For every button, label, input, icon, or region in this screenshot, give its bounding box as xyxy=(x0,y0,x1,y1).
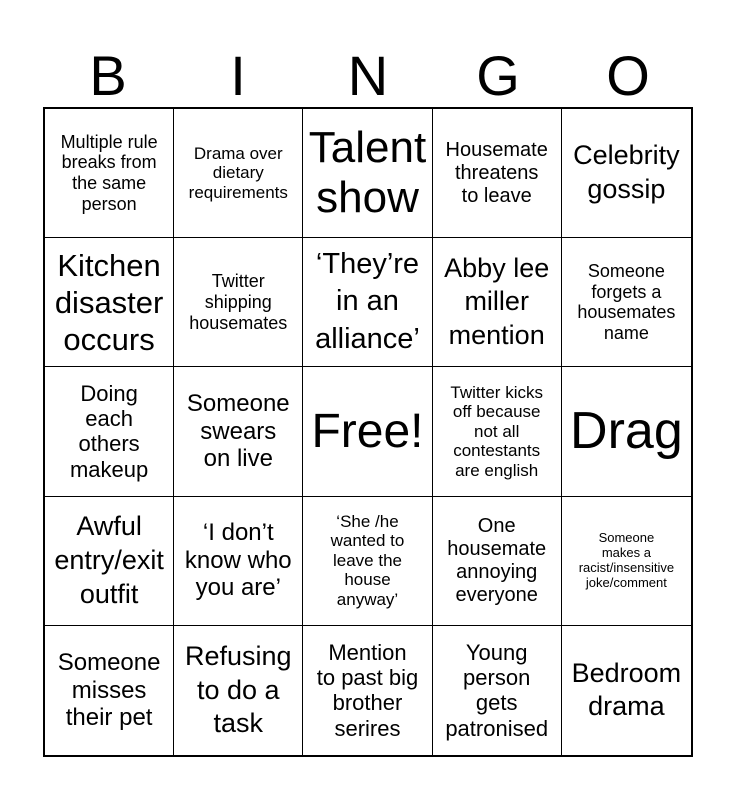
header-letter-n: N xyxy=(347,44,389,107)
bingo-cell[interactable] xyxy=(433,109,562,238)
cell-text: Kitchen disaster occurs xyxy=(54,247,164,357)
bingo-cell[interactable] xyxy=(174,367,303,496)
bingo-cell[interactable] xyxy=(562,238,691,367)
cell-text: Doing each others makeup xyxy=(69,380,149,482)
cell-text: Multiple rule breaks from the same person xyxy=(60,131,158,214)
bingo-cell[interactable] xyxy=(45,367,174,496)
header-letter-o: O xyxy=(606,44,650,107)
bingo-cell[interactable] xyxy=(303,497,432,626)
cell-text: Drama over dietary requirements xyxy=(188,143,288,202)
cell-text: Mention to past big brother serires xyxy=(316,639,419,741)
bingo-grid xyxy=(43,107,693,757)
cell-text: Someone forgets a housemates name xyxy=(577,260,676,343)
bingo-cell[interactable] xyxy=(45,626,174,755)
header-letter-g: G xyxy=(476,44,520,107)
cell-text: Young person gets patronised xyxy=(445,639,549,741)
cell-text: Bedroom drama xyxy=(571,657,682,722)
cell-text: ‘I don’t know who you are’ xyxy=(184,519,292,602)
bingo-cell[interactable] xyxy=(45,238,174,367)
bingo-cell[interactable] xyxy=(303,238,432,367)
cell-text: Someone makes a racist/insensitive joke/comment xyxy=(578,529,675,590)
bingo-cell[interactable] xyxy=(433,367,562,496)
cell-text: Twitter kicks off because not all contestants are english xyxy=(450,382,543,480)
bingo-cell[interactable] xyxy=(562,626,691,755)
cell-text: Refusing to do a task xyxy=(185,640,292,739)
cell-text: Twitter shipping housemates xyxy=(189,271,288,333)
bingo-cell[interactable] xyxy=(174,238,303,367)
bingo-cell[interactable] xyxy=(562,109,691,238)
cell-text: ‘She /he wanted to leave the house anyway’ xyxy=(330,511,405,610)
bingo-cell[interactable] xyxy=(174,109,303,238)
bingo-cell[interactable] xyxy=(562,367,691,496)
bingo-cell[interactable] xyxy=(303,626,432,755)
bingo-cell[interactable] xyxy=(45,109,174,238)
bingo-cell[interactable] xyxy=(303,109,432,238)
free-space[interactable] xyxy=(303,367,432,496)
cell-text: Someone misses their pet xyxy=(57,649,161,732)
cell-text: Talent show xyxy=(308,122,427,223)
cell-text: Abby lee miller mention xyxy=(444,252,550,351)
bingo-cell[interactable] xyxy=(45,497,174,626)
bingo-cell[interactable] xyxy=(433,626,562,755)
bingo-cell[interactable] xyxy=(433,238,562,367)
cell-text: Awful entry/exit outfit xyxy=(54,511,164,609)
cell-text: Celebrity gossip xyxy=(573,140,680,205)
cell-text: Someone swears on live xyxy=(186,390,290,473)
cell-text: Drag xyxy=(570,401,683,460)
header-letter-b: B xyxy=(89,44,127,107)
cell-text: One housemate annoying everyone xyxy=(447,514,547,606)
bingo-cell[interactable] xyxy=(433,497,562,626)
bingo-cell[interactable] xyxy=(562,497,691,626)
cell-text: Free! xyxy=(311,404,424,458)
bingo-cell[interactable] xyxy=(174,626,303,755)
cell-text: Housemate threatens to leave xyxy=(445,138,548,207)
bingo-header xyxy=(43,40,693,108)
header-letter-i: I xyxy=(230,44,246,107)
cell-text: ‘They’re in an alliance’ xyxy=(315,247,420,356)
bingo-cell[interactable] xyxy=(174,497,303,626)
